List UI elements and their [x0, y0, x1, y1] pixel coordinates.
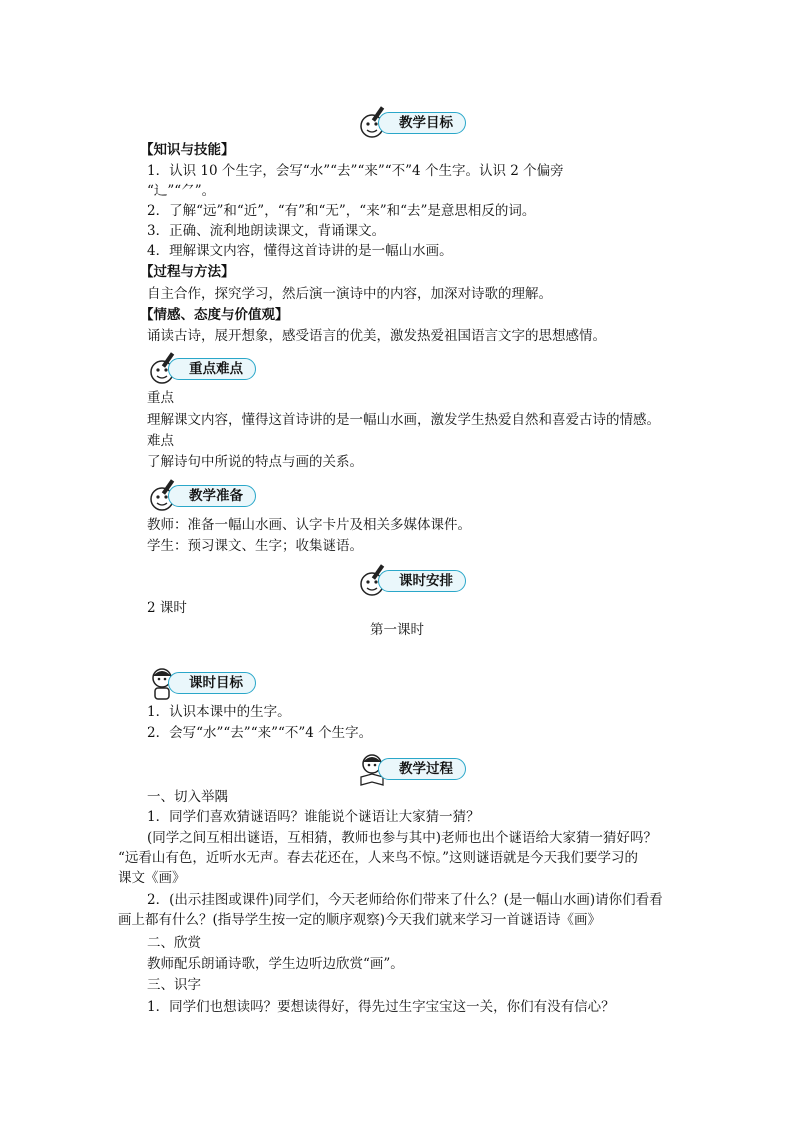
- first-lesson-title: 第一课时: [370, 622, 424, 638]
- goal-k1b: “辶”“⺈”。: [147, 183, 216, 199]
- emotion-text: 诵读古诗，展开想象，感受语言的优美，激发热爱祖国语言文字的思想感情。: [147, 328, 606, 344]
- process-step-1-heading: 一、切入举隅: [147, 789, 228, 805]
- section-badge-key-points: [146, 350, 256, 382]
- goal-k4: 4．理解课文内容，懂得这首诗讲的是一幅山水画。: [147, 243, 453, 259]
- section-title: 教学准备: [168, 485, 256, 507]
- section-title: 教学过程: [378, 758, 466, 780]
- process-p5: 1．同学们也想读吗？要想读得好，得先过生字宝宝这一关，你们有没有信心？: [147, 999, 615, 1015]
- section-badge-teaching-goals: [356, 104, 466, 136]
- section-title: 课时目标: [168, 672, 256, 694]
- knowledge-heading: 【知识与技能】: [140, 142, 235, 158]
- prep-teacher: 教师：准备一幅山水画、认字卡片及相关多媒体课件。: [147, 517, 471, 533]
- process-p3b: 画上都有什么？(指导学生按一定的顺序观察)今天我们就来学习一首谜语诗《画》: [118, 912, 602, 928]
- section-title: 课时安排: [378, 570, 466, 592]
- process-step-3-heading: 三、识字: [147, 977, 201, 993]
- lesson-goal-2: 2．会写“水”“去”“来”“不”4 个生字。: [147, 725, 373, 741]
- section-title: 重点难点: [168, 358, 256, 380]
- goal-k1a: 1．认识 10 个生字，会写“水”“去”“来”“不”4 个生字。认识 2 个偏旁: [147, 163, 564, 179]
- section-badge-process: [356, 750, 466, 782]
- difficulty-label: 难点: [147, 433, 174, 449]
- schedule-hours: 2 课时: [147, 600, 187, 616]
- method-heading: 【过程与方法】: [140, 264, 235, 280]
- section-title: 教学目标: [378, 112, 466, 134]
- process-p2b: “远看山有色，近听水无声。春去花还在，人来鸟不惊。”这则谜语就是今天我们要学习的: [118, 850, 639, 866]
- difficulty-text: 了解诗句中所说的特点与画的关系。: [147, 454, 363, 470]
- key-text: 理解课文内容，懂得这首诗讲的是一幅山水画，激发学生热爱自然和喜爱古诗的情感。: [147, 412, 660, 428]
- process-p2a: (同学之间互相出谜语，互相猜，教师也参与其中)老师也出个谜语给大家猜一猜好吗？: [147, 830, 658, 846]
- section-badge-lesson-goals: [146, 664, 256, 696]
- emotion-heading: 【情感、态度与价值观】: [140, 307, 289, 323]
- section-badge-preparation: [146, 477, 256, 509]
- key-label: 重点: [147, 390, 174, 406]
- method-text: 自主合作，探究学习，然后演一演诗中的内容，加深对诗歌的理解。: [147, 286, 552, 302]
- process-p4: 教师配乐朗诵诗歌，学生边听边欣赏“画”。: [147, 956, 404, 972]
- process-p3a: 2．(出示挂图或课件)同学们，今天老师给你们带来了什么？(是一幅山水画)请你们看看: [147, 892, 663, 908]
- section-badge-schedule: [356, 562, 466, 594]
- goal-k2: 2．了解“远”和“近”，“有”和“无”，“来”和“去”是意思相反的词。: [147, 203, 536, 219]
- process-step-2-heading: 二、欣赏: [147, 935, 201, 951]
- process-p1: 1．同学们喜欢猜谜语吗？谁能说个谜语让大家猜一猜？: [147, 809, 480, 825]
- lesson-goal-1: 1．认识本课中的生字。: [147, 704, 291, 720]
- prep-student: 学生：预习课文、生字；收集谜语。: [147, 538, 363, 554]
- process-p2c: 课文《画》: [118, 870, 186, 886]
- goal-k3: 3．正确、流利地朗读课文，背诵课文。: [147, 223, 386, 239]
